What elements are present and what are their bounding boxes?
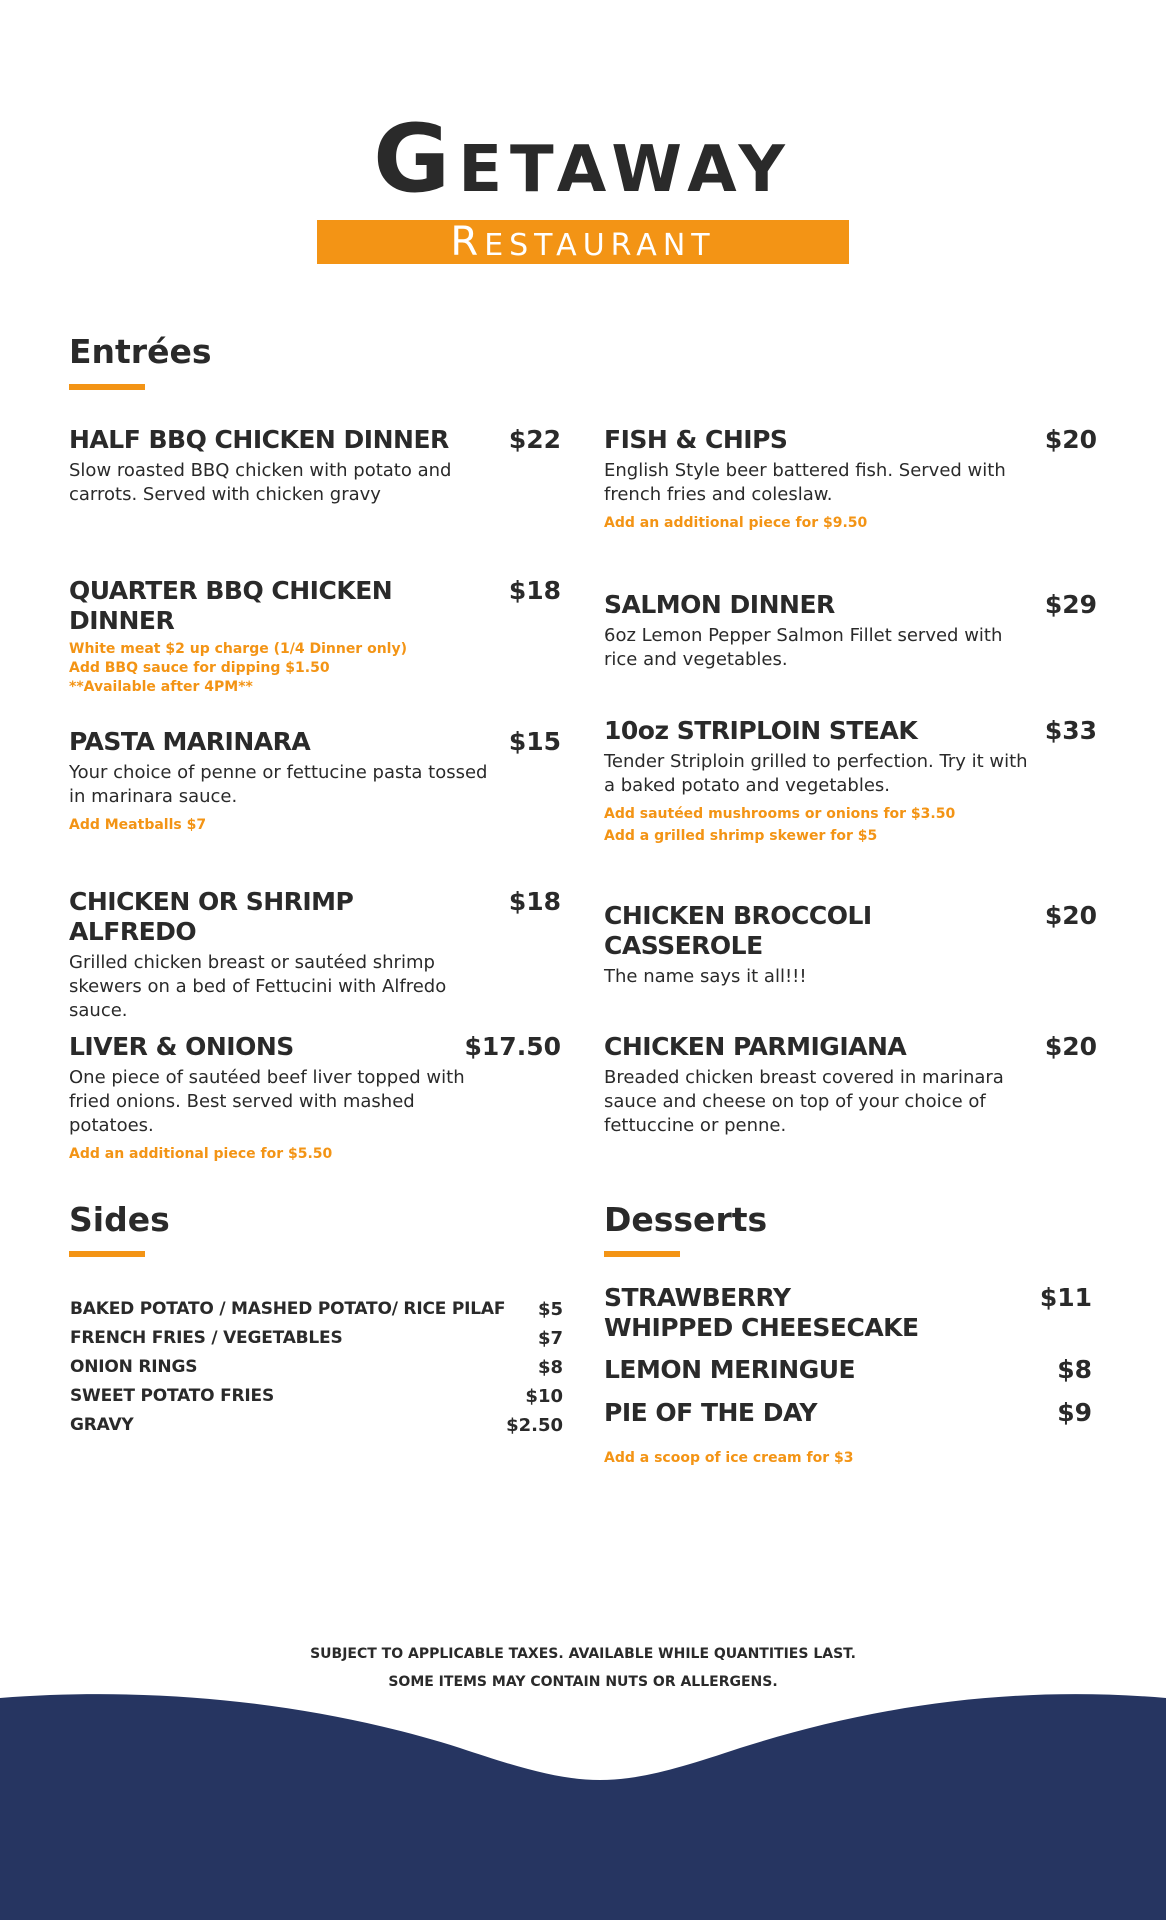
side-item — [70, 1411, 563, 1440]
item-name: 10oz STRIPLOIN STEAK — [604, 716, 918, 745]
item-price: $33 — [1044, 716, 1097, 745]
side-item — [70, 1382, 563, 1411]
item-price: $18 — [508, 576, 561, 605]
menu-item — [69, 887, 561, 1023]
item-note: Add BBQ sauce for dipping $1.50 — [69, 660, 330, 676]
item-name: SALMON DINNER — [604, 590, 835, 619]
item-header — [69, 576, 561, 636]
item-price: $22 — [508, 425, 561, 454]
footer-wave — [0, 1690, 1166, 1920]
item-name: CHICKEN BROCCOLI CASSEROLE — [604, 901, 872, 960]
side-name: BAKED POTATO / MASHED POTATO/ RICE PILAF — [70, 1299, 506, 1319]
item-description: The name says it all!!! — [604, 966, 807, 987]
item-price: $18 — [508, 887, 561, 916]
menu-item — [69, 425, 561, 507]
item-note: White meat $2 up charge (1/4 Dinner only) — [69, 641, 407, 657]
item-price: $20 — [1044, 1032, 1097, 1061]
item-notes — [69, 640, 561, 697]
side-price: $7 — [537, 1328, 563, 1349]
item-note: Add an additional piece for $5.50 — [69, 1146, 333, 1162]
side-price: $5 — [537, 1299, 563, 1320]
item-note: Add Meatballs $7 — [69, 817, 207, 833]
item-description: 6oz Lemon Pepper Salmon Fillet served with rice and vegetables. — [604, 625, 1003, 670]
item-header — [69, 1032, 561, 1062]
dessert-item — [604, 1398, 1092, 1428]
item-price: $15 — [508, 727, 561, 756]
item-note: Add a grilled shrimp skewer for $5 — [604, 828, 878, 844]
item-price: $20 — [1044, 425, 1097, 454]
restaurant-logo-banner — [317, 220, 849, 264]
menu-item — [604, 1032, 1097, 1138]
item-header — [604, 716, 1097, 746]
item-description: English Style beer battered fish. Served with french fries and coleslaw. — [604, 460, 1006, 505]
menu-item — [604, 901, 1097, 989]
side-item — [70, 1353, 563, 1382]
side-item — [70, 1295, 563, 1324]
item-header — [604, 425, 1097, 455]
item-note: Add sautéed mushrooms or onions for $3.50 — [604, 806, 956, 822]
dessert-item — [604, 1355, 1092, 1385]
restaurant-logo-name — [0, 105, 1166, 214]
item-header — [604, 1283, 1092, 1343]
menu-item — [604, 590, 1097, 672]
menu-item — [69, 727, 561, 835]
dessert-item — [604, 1283, 1092, 1343]
item-description: One piece of sautéed beef liver topped with fried onions. Best served with mashed potatoes. — [69, 1067, 465, 1136]
banner-rest: ESTAURANT — [484, 228, 716, 263]
side-price: $10 — [525, 1386, 563, 1407]
item-name: STRAWBERRY WHIPPED CHEESECAKE — [604, 1283, 919, 1342]
item-price: $9 — [1057, 1398, 1092, 1427]
footer-wave-shape — [0, 1694, 1166, 1920]
item-header — [604, 901, 1097, 961]
entrees-title: Entrées — [69, 332, 212, 371]
footer-disclaimer-2: SOME ITEMS MAY CONTAIN NUTS OR ALLERGENS. — [388, 1674, 778, 1690]
item-name: CHICKEN PARMIGIANA — [604, 1032, 907, 1061]
item-name: PASTA MARINARA — [69, 727, 311, 756]
item-header — [69, 727, 561, 757]
item-header — [604, 1355, 1092, 1385]
item-price: $8 — [1057, 1355, 1092, 1384]
desserts-title: Desserts — [604, 1200, 768, 1239]
item-name: CHICKEN OR SHRIMP ALFREDO — [69, 887, 354, 946]
menu-item — [604, 716, 1097, 846]
menu-item — [604, 425, 1097, 533]
item-description: Tender Striploin grilled to perfection. Try it with a baked potato and vegetables. — [604, 751, 1028, 796]
item-name: LIVER & ONIONS — [69, 1032, 294, 1061]
dessert-note: Add a scoop of ice cream for $3 — [604, 1450, 854, 1466]
menu-item — [69, 576, 561, 697]
item-description: Slow roasted BBQ chicken with potato and carrots. Served with chicken gravy — [69, 460, 452, 505]
sides-underline — [69, 1251, 145, 1257]
item-price: $20 — [1044, 901, 1097, 930]
item-name: PIE OF THE DAY — [604, 1398, 818, 1427]
side-price: $2.50 — [506, 1415, 563, 1436]
item-header — [604, 1398, 1092, 1428]
item-description: Grilled chicken breast or sautéed shrimp skewers on a bed of Fettucini with Alfredo sauce. — [69, 952, 447, 1021]
desserts-underline — [604, 1251, 680, 1257]
banner-initial: R — [450, 219, 485, 265]
item-note: **Available after 4PM** — [69, 679, 253, 695]
item-header — [604, 1032, 1097, 1062]
item-price: $29 — [1044, 590, 1097, 619]
side-name: SWEET POTATO FRIES — [70, 1386, 275, 1406]
side-name: GRAVY — [70, 1415, 134, 1435]
item-header — [604, 590, 1097, 620]
logo-rest: ETAWAY — [458, 133, 793, 207]
side-name: FRENCH FRIES / VEGETABLES — [70, 1328, 343, 1348]
item-name: QUARTER BBQ CHICKEN DINNER — [69, 576, 393, 635]
footer-disclaimer-1: SUBJECT TO APPLICABLE TAXES. AVAILABLE WHILE QUANTITIES LAST. — [310, 1646, 856, 1662]
entrees-underline — [69, 384, 145, 390]
item-note: Add an additional piece for $9.50 — [604, 515, 868, 531]
item-description: Breaded chicken breast covered in marinara sauce and cheese on top of your choice of fettuccine or penne. — [604, 1067, 1004, 1136]
item-name: LEMON MERINGUE — [604, 1355, 856, 1384]
sides-title: Sides — [69, 1200, 170, 1239]
side-name: ONION RINGS — [70, 1357, 198, 1377]
item-name: FISH & CHIPS — [604, 425, 788, 454]
item-price: $11 — [1039, 1283, 1092, 1312]
side-item — [70, 1324, 563, 1353]
item-price: $17.50 — [464, 1032, 561, 1061]
side-price: $8 — [537, 1357, 563, 1378]
logo-initial: G — [373, 105, 459, 214]
item-header — [69, 887, 561, 947]
item-name: HALF BBQ CHICKEN DINNER — [69, 425, 449, 454]
menu-item — [69, 1032, 561, 1164]
item-description: Your choice of penne or fettucine pasta tossed in marinara sauce. — [69, 762, 488, 807]
item-header — [69, 425, 561, 455]
